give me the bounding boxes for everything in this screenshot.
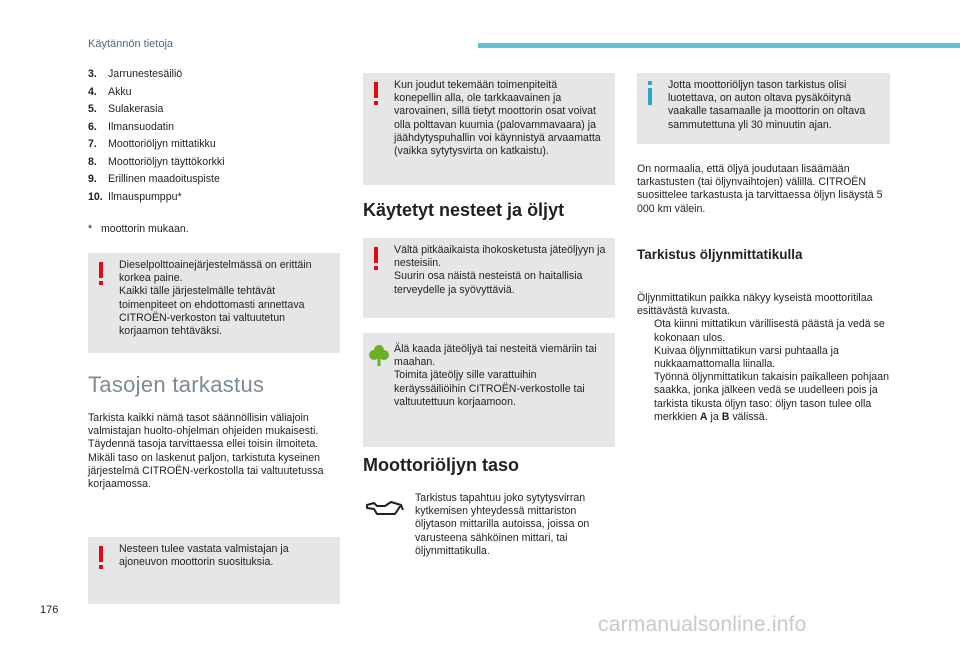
list-item: Ota kiinni mittatikun värillisestä päästä ja vedä se kokonaan ulos. (654, 318, 885, 344)
warning-exclamation-icon (96, 546, 106, 574)
list-item: 9. Erillinen maadoituspiste (88, 173, 220, 185)
warning-text: Vältä pitkäaikaista ihokosketusta jäteöljyyn ja nesteisiin. (394, 244, 606, 270)
list-item: 3. Jarrunestesäiliö (88, 68, 183, 80)
footnote: * moottorin mukaan. (88, 223, 189, 235)
list-item: 10. Ilmauspumppu* (88, 190, 182, 203)
warning-text: Suurin osa näistä nesteistä on haitallisia terveydelle ja syövyttäviä. (394, 270, 583, 296)
list-item: 4. Akku (88, 85, 132, 98)
levels-body (88, 412, 342, 491)
warning-text: Dieselpolttoainejärjestelmässä on erittäin korkea paine. (119, 259, 312, 285)
warning-box-engine (363, 73, 615, 185)
component-list (88, 68, 342, 208)
warning-box-diesel (88, 253, 340, 353)
section-heading-levels: Tasojen tarkastus (88, 372, 265, 397)
list-item: 7. Moottoriöljyn mittatikku (88, 138, 216, 150)
dipstick-body (637, 292, 891, 424)
info-icon (645, 81, 655, 111)
list-item: Työnnä öljynmittatikun takaisin paikalleen pohjaan saakka, jonka jälkeen vedä se uudelleen pois ja tarkista tikusta öljyn taso: öljyn tason tulee olla merkkien A ja B välissä. (654, 371, 889, 423)
paragraph: Mikäli taso on laskenut paljon, tarkistuta kyseinen järjestelmä CITROËN-verkostolla tai valtuutetussa korjaamossa. (88, 451, 324, 491)
page-header-title: Käytännön tietoja (88, 38, 174, 50)
oil-level-text (415, 492, 615, 558)
eco-box (363, 333, 615, 447)
paragraph: Öljynmittatikun paikka näkyy kyseistä moottoritilaa esittävästä kuvasta. (637, 292, 873, 318)
normal-text (637, 163, 891, 216)
warning-exclamation-icon (371, 82, 381, 110)
list-item: Kuivaa öljynmittatikun varsi puhtaalla ja nukkaamattomalla liinalla. (654, 344, 839, 371)
dipstick-steps (637, 318, 891, 424)
list-item: 6. Ilmansuodatin (88, 120, 174, 133)
warning-exclamation-icon (371, 247, 381, 275)
section-heading-dipstick: Tarkistus öljynmittatikulla (637, 247, 803, 262)
eco-tree-icon (369, 344, 389, 370)
paragraph: Tarkista kaikki nämä tasot säännöllisin väliajoin valmistajan huolto-ohjelman ohjeiden mukaisesti. Täydennä tasoja tarvittaessa ellei toisin ilmoiteta. (88, 412, 319, 451)
paragraph: On normaalia, että öljyä joudutaan lisäämään tarkastusten (tai öljynvaihtojen) välillä. CITROËN suosittelee tarkastusta ja tarvittaessa öljyn lisäystä 5 000 km välein. (637, 163, 883, 215)
warning-exclamation-icon (96, 262, 106, 290)
section-heading-used-fluids: Käytetyt nesteet ja öljyt (363, 200, 565, 220)
page-number: 176 (40, 604, 59, 616)
watermark: carmanualsonline.info (598, 613, 807, 636)
paragraph: Tarkistus tapahtuu joko sytytysvirran kytkemisen yhteydessä mittariston öljytason mittarilla autoissa, joissa on varusteena sähköinen mittari, tai öljynmittatikulla. (415, 492, 590, 557)
header-accent-bar (478, 43, 960, 48)
list-item: 5. Sulakerasia (88, 103, 164, 115)
list-item: 8. Moottoriöljyn täyttökorkki (88, 155, 225, 168)
warning-box-fluid (88, 537, 340, 604)
component-list-column (88, 68, 342, 208)
warning-text: Nesteen tulee vastata valmistajan ja ajoneuvon moottorin suosituksia. (119, 543, 289, 569)
oil-can-icon (365, 497, 405, 523)
eco-text: Toimita jäteöljy sille varattuihin keräyssäiliöihin CITROËN-verkostolle tai valtuutettuun korjaamoon. (394, 369, 585, 408)
eco-text: Älä kaada jäteöljyä tai nesteitä viemäriin tai maahan. (394, 343, 597, 369)
warning-text: Kun joudut tekemään toimenpiteitä konepellin alla, ole tarkkaavainen ja varovainen, sillä tietyt moottorin osat voivat olla polttavan kuumia (palovammavaara) ja jäähdytyspuhallin voi käynnistyä arvaamatta (vaikka sytytysvirta on katkaistu). (394, 79, 601, 158)
info-box (637, 73, 890, 144)
warning-box-used-fluids (363, 238, 615, 318)
section-heading-oil-level: Moottoriöljyn taso (363, 455, 519, 475)
warning-text: Kaikki tälle järjestelmälle tehtävät toimenpiteet on ehdottomasti annettava CITROËN-verkoston tai valtuutetun korjaamon tehtäväksi. (119, 285, 305, 338)
info-text: Jotta moottoriöljyn tason tarkistus olisi luotettava, on auton oltava pysäköitynä vaakalle tasamaalle ja moottorin on oltava sammutettuna yli 30 minuutin ajan. (668, 79, 866, 131)
